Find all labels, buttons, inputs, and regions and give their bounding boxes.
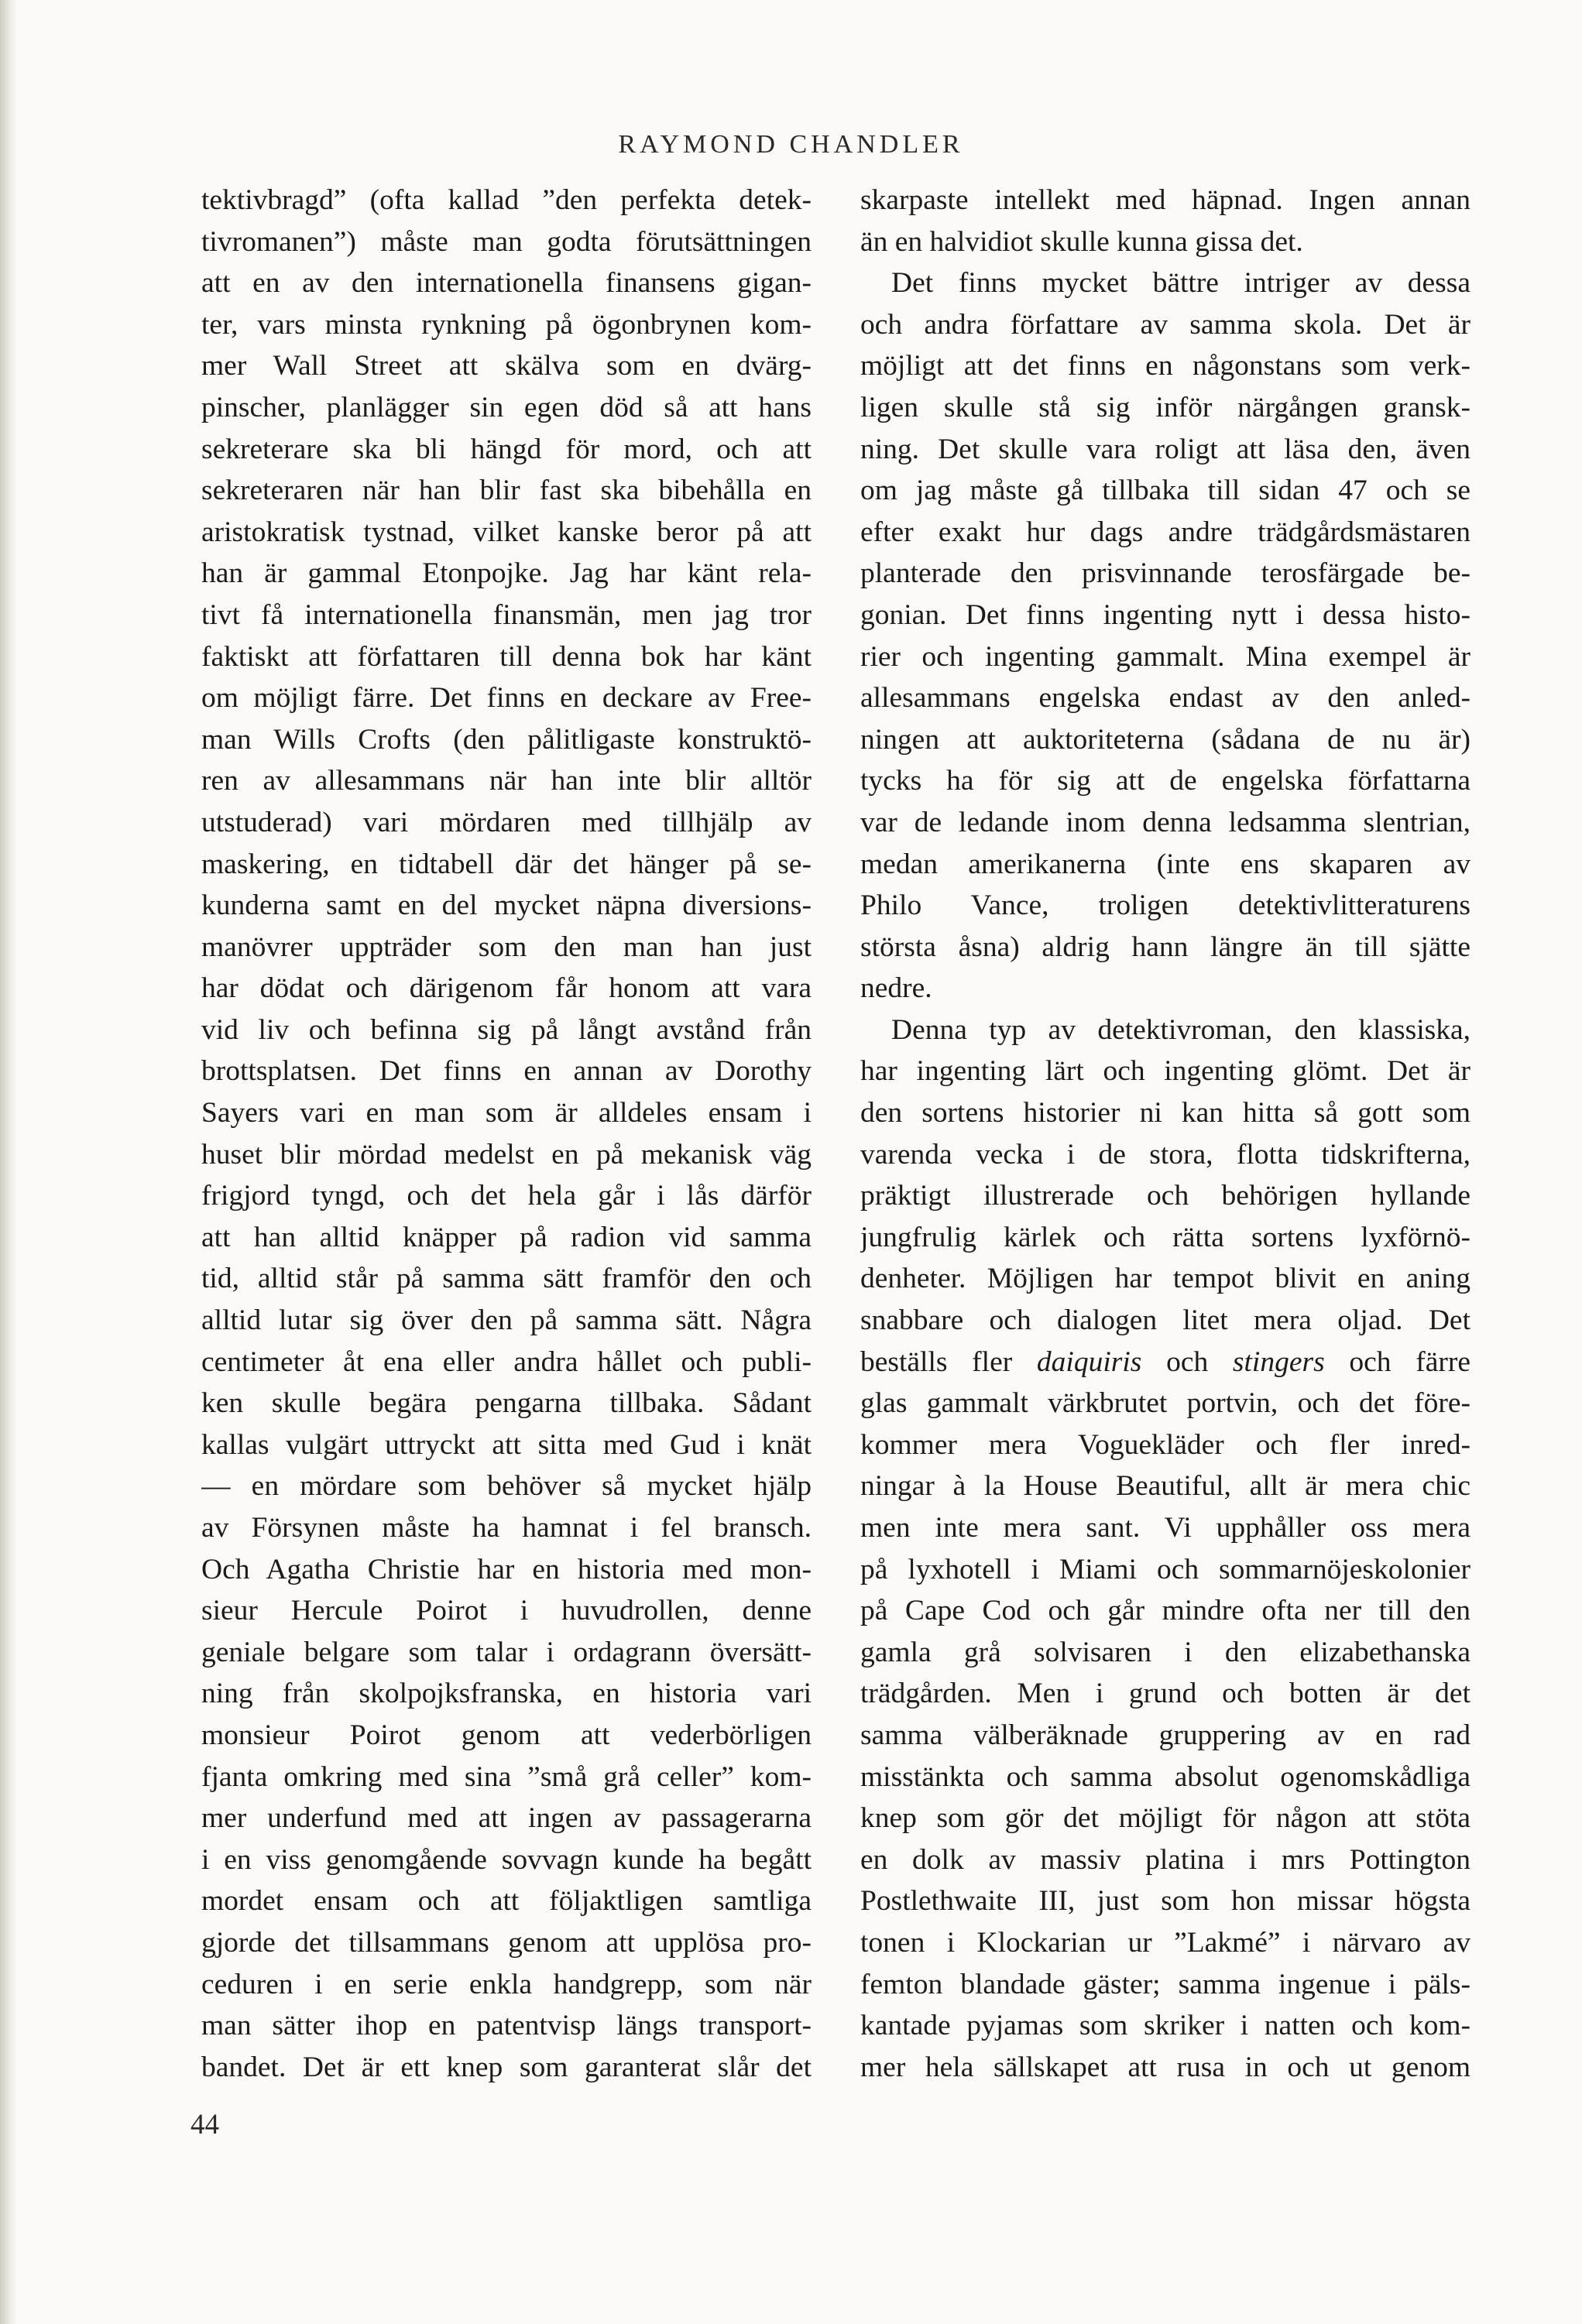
text-line: faktiskt att författaren till denna bok har känt: [201, 640, 812, 673]
text-line: kallas vulgärt uttryckt att sitta med Gud i knät: [201, 1428, 812, 1461]
text-line: Postlethwaite III, just som hon missar högsta: [860, 1885, 1470, 1918]
text-line: kantade pyjamas som skriker i natten och kom-: [860, 2010, 1470, 2042]
text-line: trädgården. Men i grund och botten är det: [860, 1678, 1470, 1710]
text-line: om möjligt färre. Det finns en deckare av Free-: [201, 682, 812, 715]
text-line: sekreterare ska bli hängd för mord, och att: [201, 433, 812, 465]
text-line: ning från skolpojksfranska, en historia vari: [201, 1678, 812, 1710]
text-line: präktigt illustrerade och behörigen hyllande: [860, 1180, 1470, 1212]
text-line: ceduren i en serie enkla handgrepp, som när: [201, 1968, 812, 2000]
text-line: brottsplatsen. Det finns en annan av Dorothy: [201, 1055, 812, 1088]
text-line: möjligt att det finns en någonstans som verk-: [860, 350, 1470, 382]
text-line: kommer mera Voguekläder och fler inred-: [860, 1428, 1470, 1461]
text-line: allesammans engelska endast av den anled-: [860, 682, 1470, 715]
text-line: pinscher, planlägger sin egen död så att hans: [201, 391, 812, 423]
text-line: än en halvidiot skulle kunna gissa det.: [860, 225, 1303, 258]
italic-term: daiquiris: [1036, 1345, 1142, 1378]
text-line: geniale belgare som talar i ordagrann översätt-: [201, 1636, 812, 1668]
text-line: tid, alltid står på samma sätt framför den och: [201, 1263, 812, 1295]
text-line: tivt få internationella finansmän, men jag tror: [201, 598, 812, 631]
text-line: mer underfund med att ingen av passagerarna: [201, 1802, 812, 1835]
text-line: tektivbragd” (ofta kallad ”den perfekta detek-: [201, 184, 812, 216]
text-line: av Försynen måste ha hamnat i fel bransch.: [201, 1512, 812, 1544]
text-line: har ingenting lärt och ingenting glömt. Det är: [860, 1055, 1470, 1088]
text-line: tivromanen”) måste man godta förutsättningen: [201, 225, 812, 258]
text-line: planterade den prisvinnande terosfärgade be-: [860, 557, 1470, 590]
text-line: utstuderad) vari mördaren med tillhjälp av: [201, 806, 812, 838]
text-line: varenda vecka i de stora, flotta tidskrifterna,: [860, 1138, 1470, 1171]
text-line: i en viss genomgående sovvagn kunde ha begått: [201, 1843, 812, 1876]
text-line: mer Wall Street att skälva som en dvärg-: [201, 350, 812, 382]
text-line: jungfrulig kärlek och rätta sortens lyxförnö-: [860, 1221, 1470, 1253]
text-line: Denna typ av detektivroman, den klassiska,: [891, 1013, 1470, 1046]
text-line: sekreteraren när han blir fast ska bibehålla en: [201, 475, 812, 507]
text-line: denheter. Möjligen har tempot blivit en aning: [860, 1263, 1470, 1295]
text-line: den sortens historier ni kan hitta så gott som: [860, 1097, 1470, 1129]
scan-edge: [0, 0, 17, 2324]
text-line: ningen att auktoriteterna (sådana de nu är): [860, 723, 1470, 756]
italic-term: stingers: [1232, 1345, 1325, 1378]
text-line: tycks ha för sig att de engelska författarna: [860, 765, 1470, 797]
text-line: misstänkta och samma absolut ogenomskådliga: [860, 1760, 1470, 1793]
text-line: ningar à la House Beautiful, allt är mera chic: [860, 1470, 1470, 1503]
text-line: mordet ensam och att följaktligen samtliga: [201, 1885, 812, 1918]
text-line: — en mördare som behöver så mycket hjälp: [201, 1470, 812, 1503]
text-line: efter exakt hur dags andre trädgårdsmästaren: [860, 516, 1470, 548]
text-line: snabbare och dialogen litet mera oljad. Det: [860, 1304, 1470, 1337]
text-line: om jag måste gå tillbaka till sidan 47 och se: [860, 475, 1470, 507]
running-head: RAYMOND CHANDLER: [618, 130, 964, 159]
text-line: gamla grå solvisaren i den elizabethanska: [860, 1636, 1470, 1668]
text-line: ning. Det skulle vara roligt att läsa den, även: [860, 433, 1470, 465]
text-line: vid liv och befinna sig på långt avstånd från: [201, 1013, 812, 1046]
left-column: [201, 180, 812, 2088]
text-line: frigjord tyngd, och det hela går i lås därför: [201, 1180, 812, 1212]
text-line: men inte mera sant. Vi upphåller oss mera: [860, 1512, 1470, 1544]
text-line: centimeter åt ena eller andra hållet och publi-: [201, 1345, 812, 1378]
text-line: femton blandade gäster; samma ingenue i päls-: [860, 1968, 1470, 2000]
text-line: han är gammal Etonpojke. Jag har känt rela-: [201, 557, 812, 590]
text-line: ren av allesammans när han inte blir alltör: [201, 765, 812, 797]
text-line: ken skulle begära pengarna tillbaka. Sådant: [201, 1387, 812, 1420]
text-line: manövrer uppträder som den man han just: [201, 931, 812, 963]
text-line: mer hela sällskapet att rusa in och ut genom: [860, 2051, 1470, 2083]
text-line: kunderna samt en del mycket näpna diversions-: [201, 889, 812, 922]
text-line: nedre.: [860, 972, 932, 1005]
text-line: gjorde det tillsammans genom att upplösa pro-: [201, 1926, 812, 1959]
text-line: knep som gör det möjligt för någon att stöta: [860, 1802, 1470, 1835]
text-line: skarpaste intellekt med häpnad. Ingen annan: [860, 184, 1470, 216]
text-line: tonen i Klockarian ur ”Lakmé” i närvaro av: [860, 1926, 1470, 1959]
text-line: man Wills Crofts (den pålitligaste konstruktö-: [201, 723, 812, 756]
text-line: att han alltid knäpper på radion vid samma: [201, 1221, 812, 1253]
text-line: maskering, en tidtabell där det hänger på se-: [201, 848, 812, 880]
text-line: på lyxhotell i Miami och sommarnöjeskolonier: [860, 1553, 1470, 1585]
text-line: sieur Hercule Poirot i huvudrollen, denne: [201, 1595, 812, 1627]
text-line: monsieur Poirot genom att vederbörligen: [201, 1719, 812, 1751]
text-line: ligen skulle stå sig inför närgången gransk-: [860, 391, 1470, 423]
text-line: på Cape Cod och går mindre ofta ner till den: [860, 1595, 1470, 1627]
text-line: glas gammalt värkbrutet portvin, och det före-: [860, 1387, 1470, 1420]
text-line: Philo Vance, troligen detektivlitteraturens: [860, 889, 1470, 922]
text-line: största åsna) aldrig hann längre än till sjätte: [860, 931, 1470, 963]
text-line: huset blir mördad medelst en på mekanisk väg: [201, 1138, 812, 1171]
text-line: man sätter ihop en patentvisp längs transport-: [201, 2010, 812, 2042]
text-line: att en av den internationella finansens gigan-: [201, 267, 812, 300]
text-line: medan amerikanerna (inte ens skaparen av: [860, 848, 1470, 880]
text-line: en dolk av massiv platina i mrs Pottington: [860, 1843, 1470, 1876]
text-line: samma välberäknade gruppering av en rad: [860, 1719, 1470, 1751]
text-line: alltid lutar sig över den på samma sätt. Några: [201, 1304, 812, 1337]
text-line: fjanta omkring med sina ”små grå celler” kom-: [201, 1760, 812, 1793]
text-line: rier och ingenting gammalt. Mina exempel är: [860, 640, 1470, 673]
page-number: 44: [190, 2109, 219, 2141]
text-line: beställs fler daiquiris och stingers och färre: [860, 1345, 1470, 1378]
text-line: och andra författare av samma skola. Det är: [860, 308, 1470, 341]
text-line: Sayers vari en man som är alldeles ensam i: [201, 1097, 812, 1129]
text-line: Och Agatha Christie har en historia med mon-: [201, 1553, 812, 1585]
text-line: ter, vars minsta rynkning på ögonbrynen kom-: [201, 308, 812, 341]
text-line: Det finns mycket bättre intriger av dessa: [891, 267, 1470, 300]
text-line: bandet. Det är ett knep som garanterat slår det: [201, 2051, 812, 2083]
text-line: aristokratisk tystnad, vilket kanske beror på att: [201, 516, 812, 548]
right-column: [860, 180, 1470, 2088]
text-line: gonian. Det finns ingenting nytt i dessa histo-: [860, 598, 1470, 631]
text-line: har dödat och därigenom får honom att vara: [201, 972, 812, 1005]
text-line: var de ledande inom denna ledsamma slentrian,: [860, 806, 1470, 838]
